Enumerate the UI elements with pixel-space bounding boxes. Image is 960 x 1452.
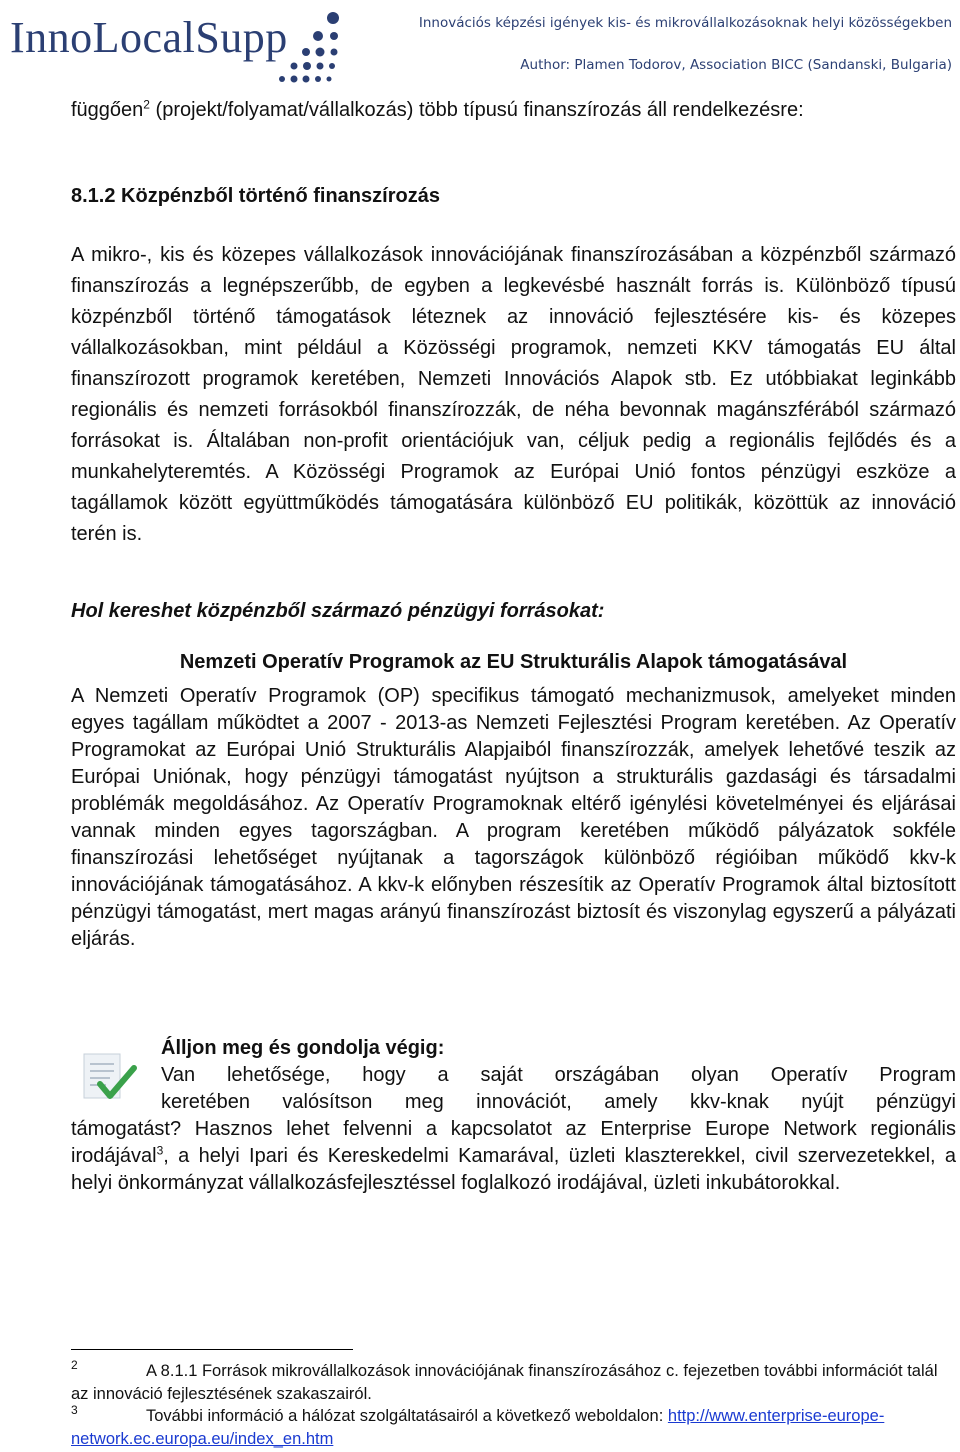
op-paragraph: A Nemzeti Operatív Programok (OP) specifikus támogató mechanizmusok, amelyeket minden egyes tagállam működtet a 2007 - 2013-as Nemzeti Fejlesztési Program keretében. Az Operatív Programokat az Európai Unió Strukturális Alapjaiból finanszírozzák, amelyek lehetővé teszik az Európai Uniónak, hogy pénzügyi támogatást nyújtson a strukturális gazdasági és társadalmi problémák megoldásához. Az Operatív Programoknak eltérő igénylési követelményei és eljárásai vannak minden egyes tagországban. A program keretében működő pályázatok sokféle finanszírozási lehetőséget nyújtanak a tagországok különböző régióiban működő kkv-k innovációjának támogatásához. A kkv-k előnyben részesítik az Operatív Programok által biztosított pénzügyi támogatást, mert magas arányú finanszírozást biztosít és viszonylag egyszerű a pályázati eljárás. <box>71 685 956 950</box>
reflect-line-2: keretében valósítson meg innovációt, amely kkv-knak nyújt pénzügyi <box>161 1091 956 1113</box>
footnote-ref-2[interactable]: 2 <box>143 97 150 112</box>
op-body <box>71 683 956 953</box>
reflect-heading: Álljon meg és gondolja végig: <box>161 1037 445 1059</box>
reflect-top <box>161 1035 956 1116</box>
checklist-icon <box>80 1050 138 1106</box>
footnote-link[interactable]: http://www.enterprise-europe-network.ec.europa.eu/index_en.htm <box>71 1407 885 1448</box>
reflect-text-b: , a helyi Ipari és Kereskedelmi Kamarával, üzleti klaszterekkel, civil szervezetekkel, a helyi önkormányzat vállalkozásfejlesztéssel foglalkozó irodájával, üzleti inkubátorokkal. <box>71 1145 956 1194</box>
footnote-text: További információ a hálózat szolgáltatásairól a következő weboldalon: <box>146 1407 668 1425</box>
footnote-number: 2 <box>71 1358 78 1372</box>
footnote-text: A 8.1.1 Források mikrovállalkozások innovációjának finanszírozásához c. fejezetben további információt talál az innováció fejlesztésének szakaszairól. <box>71 1362 938 1403</box>
section-paragraph: A mikro-, kis és közepes vállalkozások innovációjának finanszírozásában a közpénzből származó finanszírozás a legnépszerűbb, de egyben a legkevésbé használt forrás is. Különböző típusú közpénzből történő támogatások léteznek az innováció fejlesztésére kis- és közepes vállalkozásokban, mint például a Közösségi programok, nemzeti KKV támogatás EU által finanszírozott programok keretében, Nemzeti Innovációs Alapok stb. Ez utóbbiakat leginkább regionális és nemzeti forrásokból finanszírozzák, de néha bevonnak magánszférából származó forrásokat is. Általában non-profit orientációjuk van, céljuk pedig a regionális fejlődés és a munkahelyteremtés. A Közösségi Programok az Európai Unió fontos pénzügyi eszköze a tagállamok között együttműködés támogatására különböző EU politikák, közöttük az innováció terén is. <box>71 244 956 545</box>
reflect-line-1: Van lehetősége, hogy a saját országában olyan Operatív Program <box>161 1064 956 1086</box>
footnote-2 <box>71 1360 956 1406</box>
page-header <box>0 0 960 88</box>
footnote-3 <box>71 1405 956 1451</box>
header-title: Innovációs képzési igények kis- és mikrovállalkozásoknak helyi közösségekben <box>418 15 952 31</box>
intro-text-a: függően <box>71 99 144 121</box>
reflect-bottom <box>71 1116 956 1197</box>
footnote-divider <box>71 1349 353 1350</box>
logo-text: InnoLocalSupp <box>10 13 288 62</box>
footnote-ref-3[interactable]: 3 <box>156 1143 164 1158</box>
reflect-text-a: támogatást? Hasznos lehet felvenni a kapcsolatot az Enterprise Europe Network regionális irodájával <box>71 1118 956 1167</box>
reflect-paragraph <box>71 1116 956 1197</box>
header-author: Author: Plamen Todorov, Association BICC (Sandanski, Bulgaria) <box>520 57 952 73</box>
where-heading: Hol kereshet közpénzből származó pénzügyi forrásokat: <box>71 600 605 622</box>
intro-paragraph <box>71 95 956 126</box>
op-subheading: Nemzeti Operatív Programok az EU Strukturális Alapok támogatásával <box>179 651 848 673</box>
logo-dots-icon <box>250 6 350 88</box>
section-body <box>71 240 956 550</box>
footnote-number: 3 <box>71 1403 78 1417</box>
intro-text-b: (projekt/folyamat/vállalkozás) több típusú finanszírozás áll rendelkezésre: <box>149 99 804 121</box>
section-heading: 8.1.2 Közpénzből történő finanszírozás <box>71 185 440 207</box>
intro-block <box>71 95 956 126</box>
